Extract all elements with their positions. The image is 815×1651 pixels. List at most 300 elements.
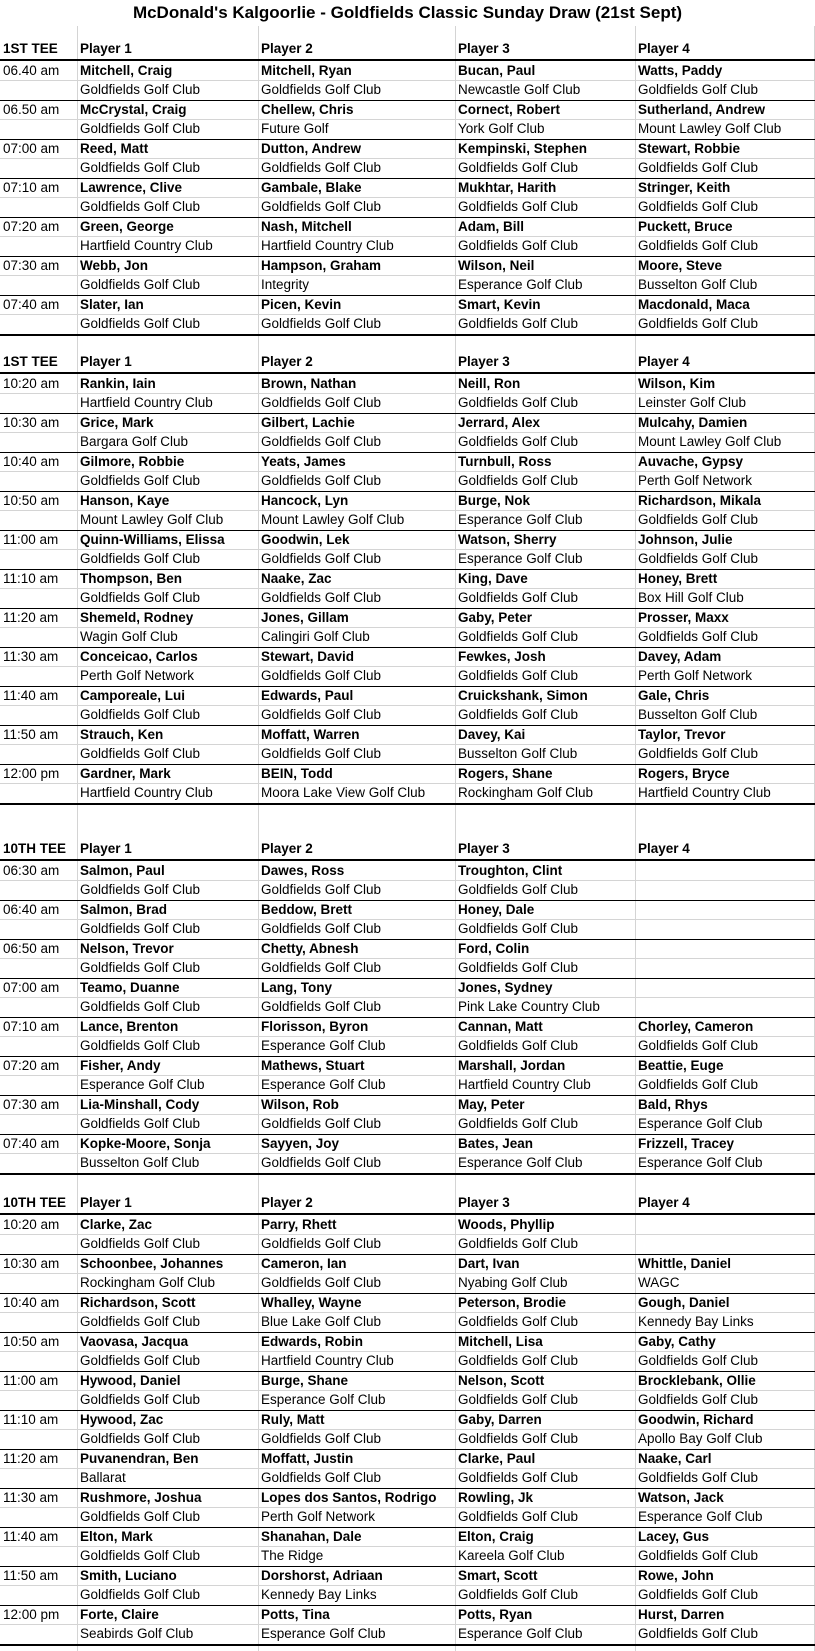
tee-time: 07:30 am [3,1096,60,1112]
player-club: Esperance Golf Club [458,551,583,566]
player-name: Hurst, Darren [638,1606,725,1622]
player-name: Mulcahy, Damien [638,414,748,430]
player-name: Gough, Daniel [638,1294,730,1310]
player-club: Rockingham Golf Club [80,1275,216,1290]
player-club: Esperance Golf Club [261,1038,386,1053]
row-gridline [0,880,815,881]
player-name [635,861,815,881]
player-club: Goldfields Golf Club [261,1431,382,1446]
player-name: Gaby, Darren [458,1411,542,1427]
player-club: Mount Lawley Golf Club [638,434,782,449]
player-name: Mitchell, Ryan [261,62,352,78]
player-club: WAGC [638,1275,680,1290]
player-club: Goldfields Golf Club [458,882,579,897]
player-name: Kempinski, Stephen [458,140,588,156]
page-title: McDonald's Kalgoorlie - Goldfields Classic Sunday Draw (21st Sept) [132,3,683,22]
tee-time: 11:20 am [3,1450,59,1466]
player-name: Webb, Jon [80,257,149,273]
section-end-rule [0,803,815,805]
player-name: Whittle, Daniel [638,1255,732,1271]
player-column-header: Player 2 [261,841,313,856]
player-club: Goldfields Golf Club [458,199,579,214]
row-gridline [0,1546,815,1547]
player-club: Goldfields Golf Club [638,1077,759,1092]
tee-time: 11:40 am [3,687,59,703]
player-club: Goldfields Golf Club [638,1353,759,1368]
player-name: Ford, Colin [458,940,530,956]
tee-time: 07:10 am [3,179,60,195]
player-club: Esperance Golf Club [261,1077,386,1092]
row-gridline [0,119,815,120]
row-gridline [0,958,815,959]
player-club [635,958,815,978]
player-name: Goodwin, Lek [261,531,350,547]
player-name: Mathews, Stuart [261,1057,365,1073]
player-club: Hartfield Country Club [458,1077,591,1092]
player-club: Busselton Golf Club [458,746,578,761]
tee-time: 11:10 am [3,1411,59,1427]
player-club: Goldfields Golf Club [638,160,759,175]
player-name: Rowe, John [638,1567,714,1583]
player-club: Mount Lawley Golf Club [638,121,782,136]
player-club: Kareela Golf Club [458,1548,565,1563]
player-club: Goldfields Golf Club [458,238,579,253]
player-name: Nelson, Scott [458,1372,545,1388]
player-name: Johnson, Julie [638,531,733,547]
player-name: Whalley, Wayne [261,1294,362,1310]
player-name: Green, George [80,218,174,234]
tee-time: 11:20 am [3,609,59,625]
player-name: Schoonbee, Johannes [80,1255,224,1271]
player-name: Brown, Nathan [261,375,357,391]
player-club [635,919,815,939]
player-name: Adam, Bill [458,218,525,234]
row-gridline [0,1507,815,1508]
player-name: Potts, Ryan [458,1606,533,1622]
player-club: Integrity [261,277,310,292]
tee-time: 12:00 pm [3,1606,60,1622]
player-club: Goldfields Golf Club [458,395,579,410]
player-club: Future Golf [261,121,329,136]
player-club: Goldfields Golf Club [458,921,579,936]
row-gridline [0,1273,815,1274]
player-club: Hartfield Country Club [80,395,213,410]
player-name: Davey, Kai [458,726,526,742]
player-name: Sutherland, Andrew [638,101,766,117]
row-gridline [0,80,815,81]
player-club: Esperance Golf Club [261,1392,386,1407]
player-column-header: Player 1 [80,1195,132,1210]
player-club: Goldfields Golf Club [458,1038,579,1053]
player-column-header: Player 4 [638,41,690,56]
player-name [635,1215,815,1235]
player-club: Goldfields Golf Club [80,551,201,566]
player-name: Troughton, Clint [458,862,563,878]
player-club: Goldfields Golf Club [261,160,382,175]
row-gridline [0,393,815,394]
player-name: Reed, Matt [80,140,149,156]
row-gridline [0,1468,815,1469]
player-club: Goldfields Golf Club [638,629,759,644]
player-club: Wagin Golf Club [80,629,178,644]
player-name: Dutton, Andrew [261,140,361,156]
player-column-header: Player 3 [458,1195,510,1210]
row-gridline [0,1390,815,1391]
player-club: Goldfields Golf Club [458,590,579,605]
row-gridline [0,1234,815,1235]
player-name: Gilmore, Robbie [80,453,185,469]
player-club: Goldfields Golf Club [458,1236,579,1251]
player-club: Goldfields Golf Club [261,746,382,761]
tee-time: 07:30 am [3,257,60,273]
player-name: Stewart, David [261,648,355,664]
player-name: Smart, Kevin [458,296,541,312]
player-name: Marshall, Jordan [458,1057,566,1073]
player-name: Hywood, Zac [80,1411,164,1427]
tee-time: 10:30 am [3,414,60,430]
player-name: Clarke, Paul [458,1450,536,1466]
player-club: Goldfields Golf Club [80,160,201,175]
player-name: Gale, Chris [638,687,710,703]
player-club: Goldfields Golf Club [261,199,382,214]
player-name: Gaby, Peter [458,609,533,625]
player-name: Wilson, Neil [458,257,535,273]
player-name: Elton, Mark [80,1528,153,1544]
player-club: Goldfields Golf Club [458,473,579,488]
section-end-rule [0,334,815,336]
player-club: Goldfields Golf Club [458,316,579,331]
tee-time: 07:40 am [3,1135,60,1151]
player-column-header: Player 1 [80,841,132,856]
row-gridline [0,1153,815,1154]
player-club: Hartfield Country Club [638,785,771,800]
player-name: Fisher, Andy [80,1057,161,1073]
player-name: Thompson, Ben [80,570,182,586]
player-club: Goldfields Golf Club [80,199,201,214]
player-club: Box Hill Golf Club [638,590,744,605]
player-name: Moffatt, Justin [261,1450,354,1466]
player-name: Salmon, Paul [80,862,165,878]
player-club: Busselton Golf Club [638,707,758,722]
player-club: Goldfields Golf Club [80,277,201,292]
player-club: Goldfields Golf Club [80,1548,201,1563]
player-club: Goldfields Golf Club [638,1470,759,1485]
player-name: Vaovasa, Jacqua [80,1333,189,1349]
player-name: Watts, Paddy [638,62,723,78]
player-name: Moore, Steve [638,257,723,273]
player-name: Rankin, Iain [80,375,156,391]
player-club: Goldfields Golf Club [261,1116,382,1131]
player-name: Potts, Tina [261,1606,330,1622]
player-club: Goldfields Golf Club [80,1116,201,1131]
tee-time: 11:30 am [3,648,59,664]
player-club: Goldfields Golf Club [458,1314,579,1329]
player-name: Hywood, Daniel [80,1372,181,1388]
player-name: Chorley, Cameron [638,1018,754,1034]
player-column-header: Player 2 [261,1195,313,1210]
player-name: Mukhtar, Harith [458,179,557,195]
player-name: Macdonald, Maca [638,296,750,312]
player-name: Edwards, Paul [261,687,354,703]
player-name: Lang, Tony [261,979,332,995]
row-gridline [0,1036,815,1037]
tee-time: 12:00 pm [3,765,60,781]
player-name: Cameron, Ian [261,1255,347,1271]
player-name: Shemeld, Rodney [80,609,194,625]
player-club: Goldfields Golf Club [638,1626,759,1641]
player-club [635,997,815,1017]
player-name: Florisson, Byron [261,1018,369,1034]
player-name: Picen, Kevin [261,296,342,312]
tee-time: 07:00 am [3,979,60,995]
player-name: Stewart, Robbie [638,140,741,156]
player-name: Naake, Zac [261,570,332,586]
player-club: Goldfields Golf Club [80,590,201,605]
player-name: Dawes, Ross [261,862,345,878]
player-club: Calingiri Golf Club [261,629,370,644]
player-name: Clarke, Zac [80,1216,153,1232]
tee-time: 11:10 am [3,570,59,586]
player-club: Goldfields Golf Club [80,1038,201,1053]
row-gridline [0,471,815,472]
player-club: Goldfields Golf Club [80,82,201,97]
player-club: Goldfields Golf Club [638,82,759,97]
player-name: Lawrence, Clive [80,179,183,195]
player-club: Goldfields Golf Club [458,1587,579,1602]
player-name: Kopke-Moore, Sonja [80,1135,211,1151]
player-name: Goodwin, Richard [638,1411,754,1427]
row-gridline [0,1075,815,1076]
player-name: Stringer, Keith [638,179,731,195]
player-club: Hartfield Country Club [261,238,394,253]
player-club: Goldfields Golf Club [80,316,201,331]
player-club: Busselton Golf Club [80,1155,200,1170]
player-name: Ruly, Matt [261,1411,325,1427]
tee-label: 1ST TEE [3,41,58,56]
player-club: Goldfields Golf Club [458,160,579,175]
player-name: Jones, Gillam [261,609,349,625]
player-club: Goldfields Golf Club [80,921,201,936]
tee-time: 07:10 am [3,1018,60,1034]
player-name: Puckett, Bruce [638,218,733,234]
player-name: Jones, Sydney [458,979,553,995]
player-name: Bucan, Paul [458,62,536,78]
player-club [635,1234,815,1254]
player-club: Goldfields Golf Club [261,1236,382,1251]
player-club: Goldfields Golf Club [638,512,759,527]
section-end-rule [0,1173,815,1175]
tee-time: 06.50 am [3,101,60,117]
player-name: Bald, Rhys [638,1096,708,1112]
player-column-header: Player 2 [261,41,313,56]
player-club: Goldfields Golf Club [261,960,382,975]
player-club: Perth Golf Network [638,473,753,488]
player-club: Mount Lawley Golf Club [261,512,405,527]
player-name: Teamo, Duanne [80,979,180,995]
player-club: Goldfields Golf Club [261,395,382,410]
player-name: Woods, Phyllip [458,1216,555,1232]
player-name: Beattie, Euge [638,1057,724,1073]
player-name: Cornect, Robert [458,101,561,117]
player-club: Perth Golf Network [638,668,753,683]
player-name: Elton, Craig [458,1528,534,1544]
row-gridline [0,197,815,198]
player-name: Grice, Mark [80,414,154,430]
tee-time: 10:50 am [3,492,60,508]
player-name: Smart, Scott [458,1567,538,1583]
player-name: Watson, Sherry [458,531,557,547]
player-column-header: Player 1 [80,41,132,56]
player-club: Goldfields Golf Club [80,473,201,488]
row-gridline [0,705,815,706]
player-club: York Golf Club [458,121,545,136]
player-name [635,939,815,959]
player-club: Goldfields Golf Club [261,590,382,605]
tee-time: 06:40 am [3,901,60,917]
player-name: Camporeale, Lui [80,687,186,703]
player-club: Esperance Golf Club [638,1116,763,1131]
player-name: King, Dave [458,570,528,586]
player-club: Goldfields Golf Club [638,1548,759,1563]
player-name: Hanson, Kaye [80,492,170,508]
row-gridline [0,919,815,920]
player-club: Goldfields Golf Club [80,999,201,1014]
row-gridline [0,1624,815,1625]
player-club: Esperance Golf Club [261,1626,386,1641]
player-name: Neill, Ron [458,375,521,391]
tee-label: 10TH TEE [3,841,67,856]
player-name: Lacey, Gus [638,1528,710,1544]
player-column-header: Player 4 [638,354,690,369]
tee-time: 10:50 am [3,1333,60,1349]
player-club: Goldfields Golf Club [458,1431,579,1446]
player-club: Goldfields Golf Club [261,82,382,97]
player-club: Pink Lake Country Club [458,999,600,1014]
player-club: Goldfields Golf Club [261,707,382,722]
player-column-header: Player 4 [638,841,690,856]
player-name: Hancock, Lyn [261,492,349,508]
tee-time: 11:00 am [3,531,59,547]
player-name: May, Peter [458,1096,525,1112]
player-name: Yeats, James [261,453,346,469]
player-name: Parry, Rhett [261,1216,337,1232]
row-gridline [0,1114,815,1115]
row-gridline [0,510,815,511]
player-club: Esperance Golf Club [458,1155,583,1170]
player-name: Honey, Brett [638,570,718,586]
player-club: Hartfield Country Club [261,1353,394,1368]
player-club: Esperance Golf Club [80,1077,205,1092]
player-club: Goldfields Golf Club [458,629,579,644]
row-gridline [0,1429,815,1430]
tee-time: 11:00 am [3,1372,59,1388]
row-gridline [0,997,815,998]
player-name: Lia-Minshall, Cody [80,1096,200,1112]
player-name: Frizzell, Tracey [638,1135,735,1151]
player-club: Goldfields Golf Club [261,921,382,936]
player-name: Nelson, Trevor [80,940,174,956]
player-club: Goldfields Golf Club [80,1314,201,1329]
player-name: Turnbull, Ross [458,453,552,469]
player-club: Goldfields Golf Club [80,746,201,761]
player-name: Prosser, Maxx [638,609,729,625]
player-club: Goldfields Golf Club [458,668,579,683]
player-name: Mitchell, Lisa [458,1333,543,1349]
player-club: Busselton Golf Club [638,277,758,292]
player-name: Cruickshank, Simon [458,687,588,703]
player-club: Goldfields Golf Club [638,551,759,566]
section-end-rule [0,1644,815,1646]
player-club: Goldfields Golf Club [638,1392,759,1407]
row-gridline [0,744,815,745]
player-club: Goldfields Golf Club [261,882,382,897]
player-club: Moora Lake View Golf Club [261,785,426,800]
player-name: Slater, Ian [80,296,144,312]
tee-time: 07:00 am [3,140,60,156]
player-name [635,978,815,998]
player-club: Leinster Golf Club [638,395,747,410]
player-club: The Ridge [261,1548,324,1563]
player-club: Goldfields Golf Club [80,882,201,897]
player-club: Goldfields Golf Club [261,473,382,488]
player-club: Esperance Golf Club [458,1626,583,1641]
player-club: Goldfields Golf Club [638,1038,759,1053]
player-name: Nash, Mitchell [261,218,352,234]
player-name: Fewkes, Josh [458,648,546,664]
player-name: BEIN, Todd [261,765,333,781]
tee-time: 06:50 am [3,940,60,956]
player-club: Goldfields Golf Club [638,199,759,214]
player-name: Rushmore, Joshua [80,1489,202,1505]
player-name: Rowling, Jk [458,1489,534,1505]
row-gridline [0,432,815,433]
player-club: Blue Lake Golf Club [261,1314,382,1329]
player-club: Goldfields Golf Club [458,1509,579,1524]
player-name: Auvache, Gypsy [638,453,744,469]
tee-time: 11:50 am [3,726,59,742]
player-column-header: Player 4 [638,1195,690,1210]
tee-time: 11:40 am [3,1528,59,1544]
player-name: Forte, Claire [80,1606,159,1622]
player-column-header: Player 3 [458,354,510,369]
tee-time: 11:50 am [3,1567,59,1583]
player-club: Kennedy Bay Links [261,1587,377,1602]
player-club: Newcastle Golf Club [458,82,581,97]
player-club: Goldfields Golf Club [458,1353,579,1368]
player-club: Goldfields Golf Club [80,1236,201,1251]
player-column-header: Player 1 [80,354,132,369]
player-name: Wilson, Rob [261,1096,339,1112]
player-name: Jerrard, Alex [458,414,541,430]
player-name: Lopes dos Santos, Rodrigo [261,1489,437,1505]
player-name: Conceicao, Carlos [80,648,198,664]
player-club: Hartfield Country Club [80,238,213,253]
player-club: Perth Golf Network [80,668,195,683]
tee-time: 10:20 am [3,1216,60,1232]
player-club: Goldfields Golf Club [80,707,201,722]
tee-time: 06:30 am [3,862,60,878]
player-club: Esperance Golf Club [458,277,583,292]
player-club: Goldfields Golf Club [80,1587,201,1602]
player-club: Goldfields Golf Club [261,1275,382,1290]
row-gridline [0,158,815,159]
player-club: Goldfields Golf Club [638,1587,759,1602]
player-name: Salmon, Brad [80,901,168,917]
player-club: Goldfields Golf Club [80,1509,201,1524]
player-club: Apollo Bay Golf Club [638,1431,763,1446]
player-name: Honey, Dale [458,901,535,917]
player-club: Goldfields Golf Club [458,1116,579,1131]
